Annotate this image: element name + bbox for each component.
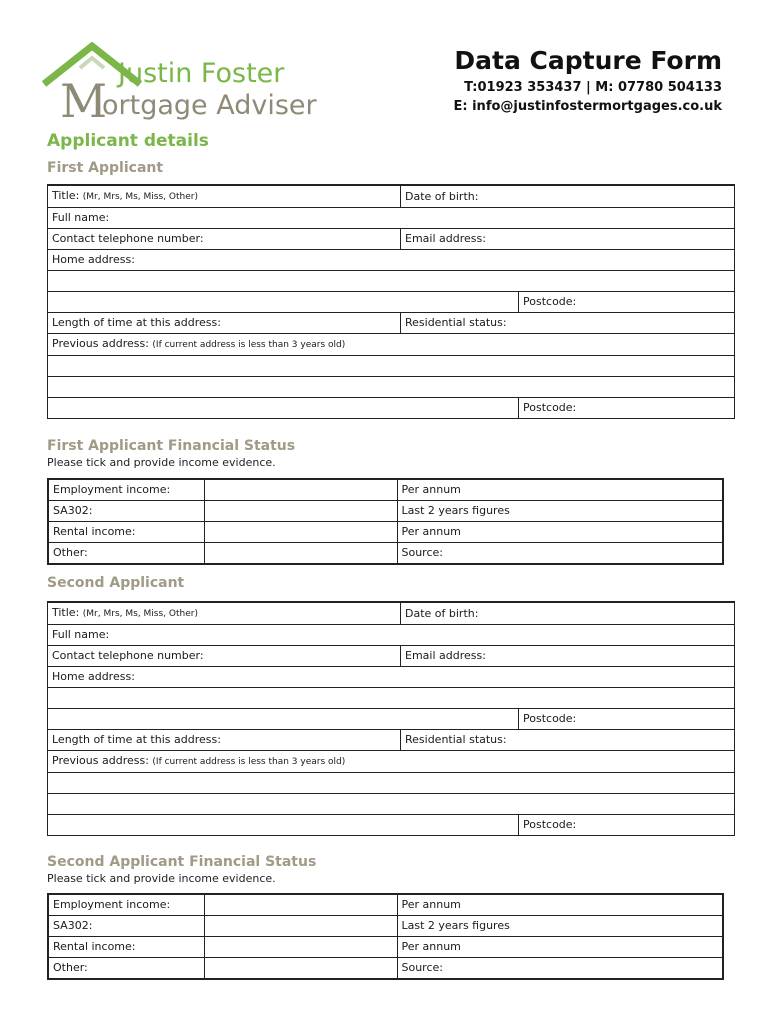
dob-field[interactable]: Date of birth: xyxy=(401,185,735,208)
other-income-label: Other: xyxy=(48,958,204,980)
previous-postcode-field[interactable]: Postcode: xyxy=(519,815,735,836)
dob-field[interactable]: Date of birth: xyxy=(401,602,735,625)
source-field[interactable]: Source: xyxy=(397,543,723,565)
table-row xyxy=(48,501,723,522)
title-field[interactable]: Title: (Mr, Mrs, Ms, Miss, Other) xyxy=(48,602,401,625)
home-address-field[interactable]: Home address: xyxy=(48,250,735,271)
per-annum-field[interactable]: Per annum xyxy=(397,522,723,543)
home-address-line-2[interactable] xyxy=(48,688,735,709)
previous-address-field[interactable]: Previous address: (If current address is less than 3 years old) xyxy=(48,751,735,773)
company-logo xyxy=(40,42,390,122)
first-applicant-table xyxy=(47,184,735,419)
previous-address-line-3[interactable] xyxy=(48,377,735,398)
postcode-field[interactable]: Postcode: xyxy=(519,292,735,313)
title-field[interactable]: Title: (Mr, Mrs, Ms, Miss, Other) xyxy=(48,185,401,208)
table-row xyxy=(48,958,723,980)
table-row xyxy=(48,522,723,543)
source-field[interactable]: Source: xyxy=(397,958,723,980)
contact-phones: T:01923 353437 | M: 07780 504133 xyxy=(464,80,722,95)
other-income-input[interactable] xyxy=(204,958,397,980)
rental-income-input[interactable] xyxy=(204,522,397,543)
previous-address-field[interactable]: Previous address: (If current address is less than 3 years old) xyxy=(48,334,735,356)
per-annum-field[interactable]: Per annum xyxy=(397,479,723,501)
employment-income-label: Employment income: xyxy=(48,479,204,501)
per-annum-field[interactable]: Per annum xyxy=(397,894,723,916)
previous-address-line-2[interactable] xyxy=(48,773,735,794)
employment-income-input[interactable] xyxy=(204,479,397,501)
full-name-field[interactable]: Full name: xyxy=(48,208,735,229)
last-2-years-field[interactable]: Last 2 years figures xyxy=(397,501,723,522)
first-applicant-heading: First Applicant xyxy=(47,160,164,176)
second-applicant-heading: Second Applicant xyxy=(47,575,185,591)
previous-address-line-3[interactable] xyxy=(48,794,735,815)
rental-income-input[interactable] xyxy=(204,937,397,958)
sa302-input[interactable] xyxy=(204,501,397,522)
previous-address-line-4[interactable] xyxy=(48,398,519,419)
second-applicant-table xyxy=(47,601,735,836)
residential-status-field[interactable]: Residential status: xyxy=(401,313,735,334)
employment-income-label: Employment income: xyxy=(48,894,204,916)
home-address-line-2[interactable] xyxy=(48,271,735,292)
phone-field[interactable]: Contact telephone number: xyxy=(48,229,401,250)
sa302-label: SA302: xyxy=(48,916,204,937)
second-financial-table xyxy=(47,893,724,980)
last-2-years-field[interactable]: Last 2 years figures xyxy=(397,916,723,937)
email-field[interactable]: Email address: xyxy=(401,229,735,250)
second-financial-heading: Second Applicant Financial Status xyxy=(47,854,317,870)
first-financial-heading: First Applicant Financial Status xyxy=(47,438,296,454)
rental-income-label: Rental income: xyxy=(48,937,204,958)
table-row xyxy=(48,916,723,937)
home-address-field[interactable]: Home address: xyxy=(48,667,735,688)
svg-text:Justin Foster: Justin Foster xyxy=(118,58,285,89)
svg-text:M: M xyxy=(60,74,108,122)
first-financial-note: Please tick and provide income evidence. xyxy=(47,456,276,469)
sa302-label: SA302: xyxy=(48,501,204,522)
postcode-field[interactable]: Postcode: xyxy=(519,709,735,730)
table-row xyxy=(48,894,723,916)
house-roof-logo-icon xyxy=(40,42,390,122)
table-row xyxy=(48,937,723,958)
contact-email: E: info@justinfostermortgages.co.uk xyxy=(453,99,722,114)
length-at-address-field[interactable]: Length of time at this address: xyxy=(48,730,401,751)
sa302-input[interactable] xyxy=(204,916,397,937)
email-field[interactable]: Email address: xyxy=(401,646,735,667)
previous-postcode-field[interactable]: Postcode: xyxy=(519,398,735,419)
form-title: Data Capture Form xyxy=(454,46,722,75)
table-row xyxy=(48,543,723,565)
home-address-line-3[interactable] xyxy=(48,292,519,313)
employment-income-input[interactable] xyxy=(204,894,397,916)
other-income-label: Other: xyxy=(48,543,204,565)
residential-status-field[interactable]: Residential status: xyxy=(401,730,735,751)
home-address-line-3[interactable] xyxy=(48,709,519,730)
full-name-field[interactable]: Full name: xyxy=(48,625,735,646)
previous-address-line-4[interactable] xyxy=(48,815,519,836)
length-at-address-field[interactable]: Length of time at this address: xyxy=(48,313,401,334)
per-annum-field[interactable]: Per annum xyxy=(397,937,723,958)
table-row xyxy=(48,479,723,501)
svg-text:ortgage Adviser: ortgage Adviser xyxy=(102,90,317,121)
other-income-input[interactable] xyxy=(204,543,397,565)
applicant-details-heading: Applicant details xyxy=(47,131,209,151)
previous-address-line-2[interactable] xyxy=(48,356,735,377)
second-financial-note: Please tick and provide income evidence. xyxy=(47,872,276,885)
first-financial-table xyxy=(47,478,724,565)
rental-income-label: Rental income: xyxy=(48,522,204,543)
phone-field[interactable]: Contact telephone number: xyxy=(48,646,401,667)
